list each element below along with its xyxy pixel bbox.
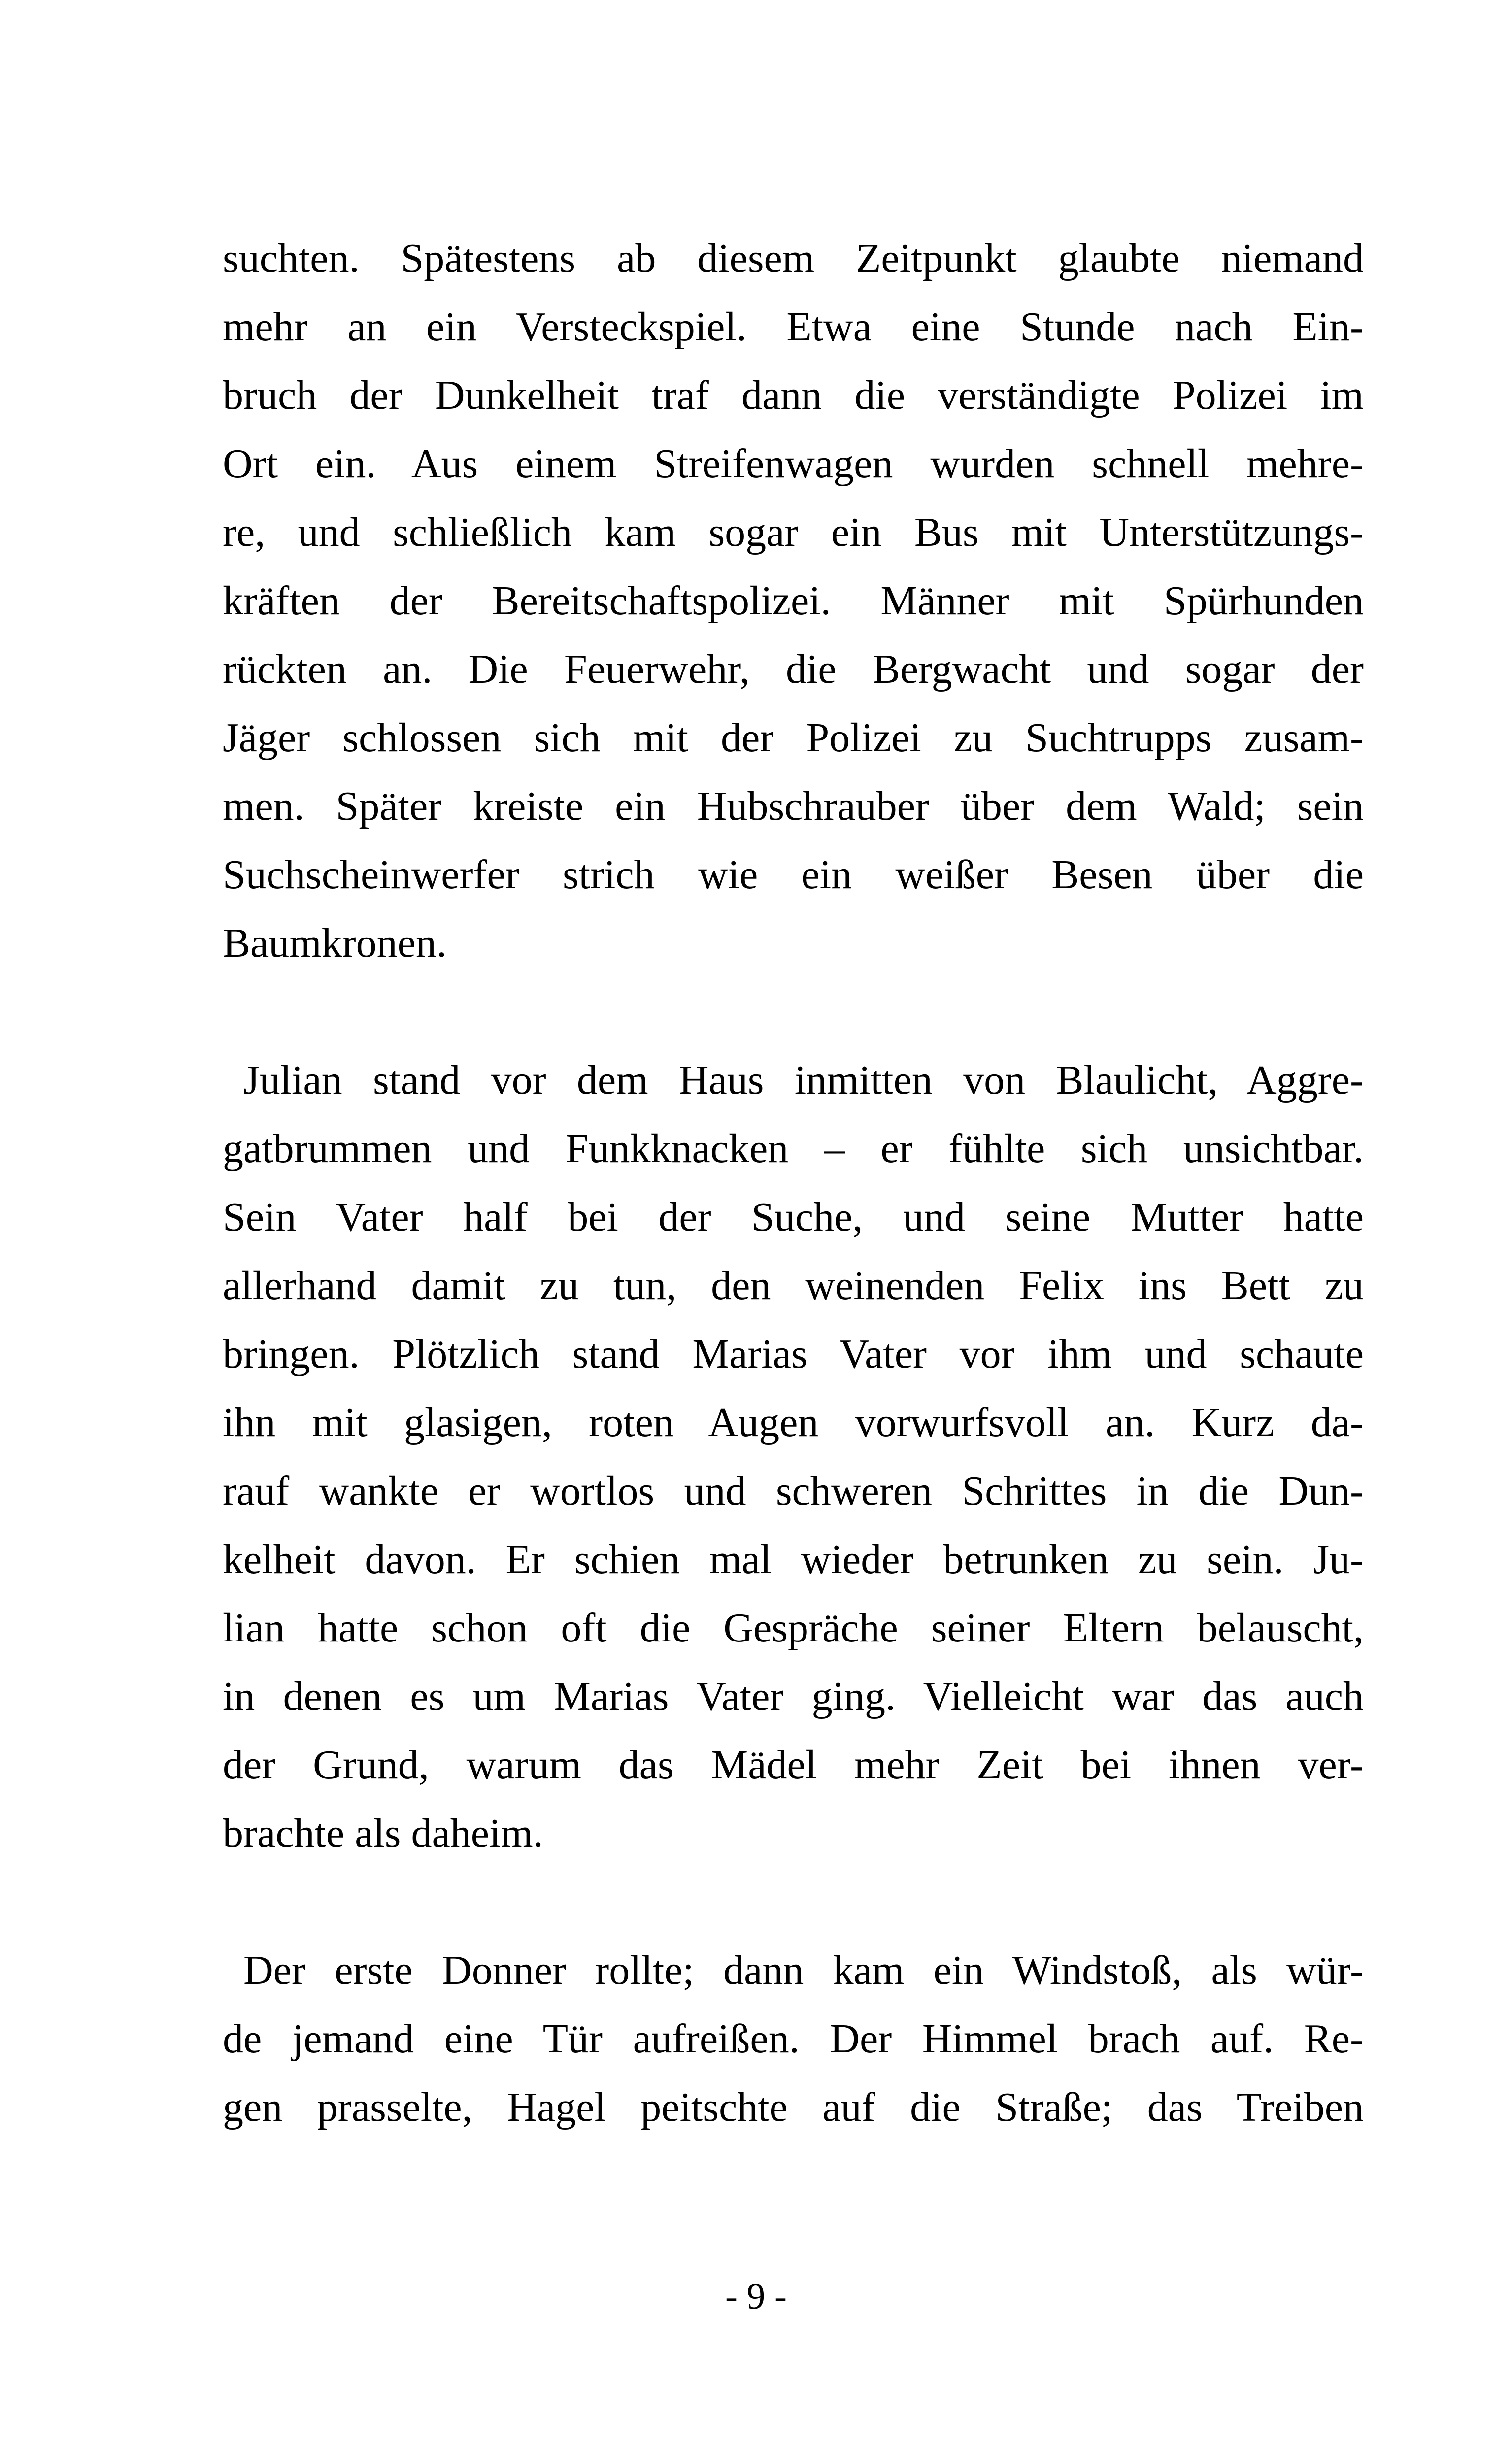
text-line: Baumkronen. xyxy=(223,920,447,966)
text-line: in denen es um Marias Vater ging. Vielleicht war das auch xyxy=(223,1674,1364,1719)
text-line: suchten. Spätestens ab diesem Zeitpunkt glaubte niemand xyxy=(223,235,1364,281)
text-line: re, und schließlich kam sogar ein Bus mit Unterstützungs- xyxy=(223,509,1364,555)
text-line: Sein Vater half bei der Suche, und seine Mutter hatte xyxy=(223,1194,1364,1240)
text-line: ihn mit glasigen, roten Augen vorwurfsvoll an. Kurz da- xyxy=(223,1400,1364,1445)
text-line: bringen. Plötzlich stand Marias Vater vor ihm und schaute xyxy=(223,1331,1364,1377)
text-line: Julian stand vor dem Haus inmitten von Blaulicht, Aggre- xyxy=(243,1057,1364,1103)
text-line: gatbrummen und Funkknacken – er fühlte sich unsichtbar. xyxy=(223,1126,1364,1172)
text-line: de jemand eine Tür aufreißen. Der Himmel brach auf. Re- xyxy=(223,2016,1364,2062)
page-text-block xyxy=(223,224,1364,2142)
text-line: brachte als daheim. xyxy=(223,1810,543,1856)
text-line: gen prasselte, Hagel peitschte auf die Straße; das Treiben xyxy=(223,2084,1364,2130)
text-line: men. Später kreiste ein Hubschrauber über dem Wald; sein xyxy=(223,783,1364,829)
text-line: mehr an ein Versteckspiel. Etwa eine Stunde nach Ein- xyxy=(223,304,1364,350)
paragraph xyxy=(223,1046,1364,1868)
text-line: Ort ein. Aus einem Streifenwagen wurden schnell mehre- xyxy=(223,441,1364,487)
text-line: Suchscheinwerfer strich wie ein weißer Besen über die xyxy=(223,852,1364,898)
text-line: rückten an. Die Feuerwehr, die Bergwacht und sogar der xyxy=(223,646,1364,692)
text-line: Der erste Donner rollte; dann kam ein Windstoß, als wür- xyxy=(243,1947,1364,1993)
text-line: Jäger schlossen sich mit der Polizei zu Suchtrupps zusam- xyxy=(223,715,1364,761)
page-number: - 9 - xyxy=(725,2276,787,2317)
text-line: bruch der Dunkelheit traf dann die verständigte Polizei im xyxy=(223,372,1364,418)
paragraph xyxy=(223,224,1364,977)
text-line: lian hatte schon oft die Gespräche seiner Eltern belauscht, xyxy=(223,1605,1364,1651)
text-line: rauf wankte er wortlos und schweren Schrittes in die Dun- xyxy=(223,1468,1364,1514)
text-line: kelheit davon. Er schien mal wieder betrunken zu sein. Ju- xyxy=(223,1537,1364,1582)
text-line: kräften der Bereitschaftspolizei. Männer mit Spürhunden xyxy=(223,578,1364,624)
page-footer xyxy=(0,2262,1512,2331)
text-line: der Grund, warum das Mädel mehr Zeit bei ihnen ver- xyxy=(223,1742,1364,1788)
text-line: allerhand damit zu tun, den weinenden Felix ins Bett zu xyxy=(223,1263,1364,1308)
paragraph xyxy=(223,1936,1364,2142)
